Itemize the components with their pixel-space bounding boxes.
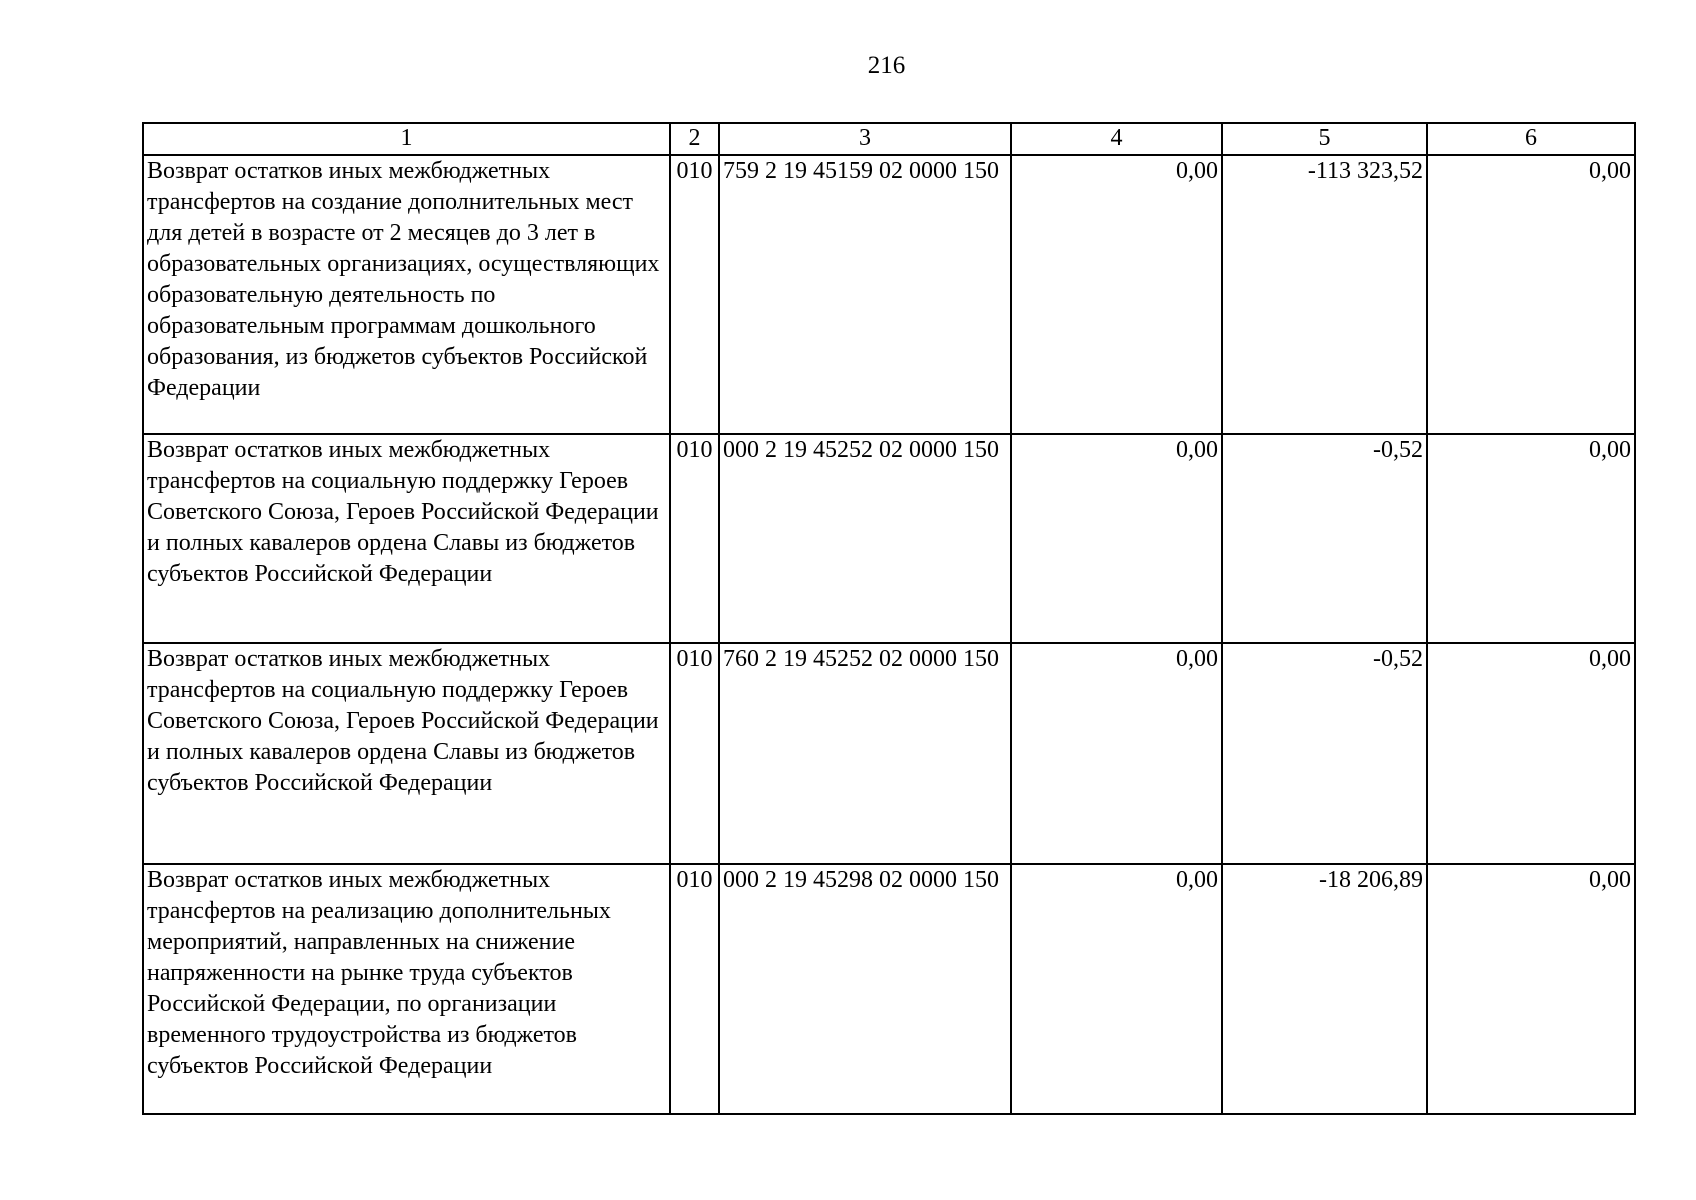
- column-header-2: 2: [670, 123, 719, 155]
- row-code: 010: [670, 155, 719, 434]
- row-name: Возврат остатков иных межбюджетных трансфертов на реализацию дополнительных мероприятий, направленных на снижение напряженности на рынке труда субъектов Российской Федерации, по организации временного трудоустройства из бюджетов субъектов Российской Федерации: [143, 864, 670, 1114]
- row-code: 010: [670, 434, 719, 643]
- row-kbk: 000 2 19 45252 02 0000 150: [719, 434, 1011, 643]
- row-col6: 0,00: [1427, 155, 1635, 434]
- table-row: [143, 643, 1635, 864]
- row-col4: 0,00: [1011, 155, 1222, 434]
- table-row: [143, 864, 1635, 1114]
- row-kbk: 759 2 19 45159 02 0000 150: [719, 155, 1011, 434]
- page-number: 216: [867, 52, 906, 79]
- row-kbk: 000 2 19 45298 02 0000 150: [719, 864, 1011, 1114]
- row-col5: -18 206,89: [1222, 864, 1427, 1114]
- row-name: Возврат остатков иных межбюджетных трансфертов на создание дополнительных мест для детей в возрасте от 2 месяцев до 3 лет в образовательных организациях, осуществляющих образовательную деятельность по образовательным программам дошкольного образования, из бюджетов субъектов Российской Федерации: [143, 155, 670, 434]
- table-row: [143, 155, 1635, 434]
- row-col4: 0,00: [1011, 864, 1222, 1114]
- row-col4: 0,00: [1011, 643, 1222, 864]
- row-col6: 0,00: [1427, 864, 1635, 1114]
- row-col5: -0,52: [1222, 434, 1427, 643]
- row-col6: 0,00: [1427, 434, 1635, 643]
- row-code: 010: [670, 864, 719, 1114]
- column-header-3: 3: [719, 123, 1011, 155]
- table-row: [143, 434, 1635, 643]
- column-header-5: 5: [1222, 123, 1427, 155]
- row-col5: -113 323,52: [1222, 155, 1427, 434]
- row-kbk: 760 2 19 45252 02 0000 150: [719, 643, 1011, 864]
- column-header-6: 6: [1427, 123, 1635, 155]
- row-col5: -0,52: [1222, 643, 1427, 864]
- row-name: Возврат остатков иных межбюджетных трансфертов на социальную поддержку Героев Советского Союза, Героев Российской Федерации и полных кавалеров ордена Славы из бюджетов субъектов Российской Федерации: [143, 643, 670, 864]
- row-code: 010: [670, 643, 719, 864]
- row-col4: 0,00: [1011, 434, 1222, 643]
- row-col6: 0,00: [1427, 643, 1635, 864]
- row-name: Возврат остатков иных межбюджетных трансфертов на социальную поддержку Героев Советского Союза, Героев Российской Федерации и полных кавалеров ордена Славы из бюджетов субъектов Российской Федерации: [143, 434, 670, 643]
- budget-table: [142, 122, 1636, 1115]
- column-header-1: 1: [143, 123, 670, 155]
- table-header-row: [143, 123, 1635, 155]
- column-header-4: 4: [1011, 123, 1222, 155]
